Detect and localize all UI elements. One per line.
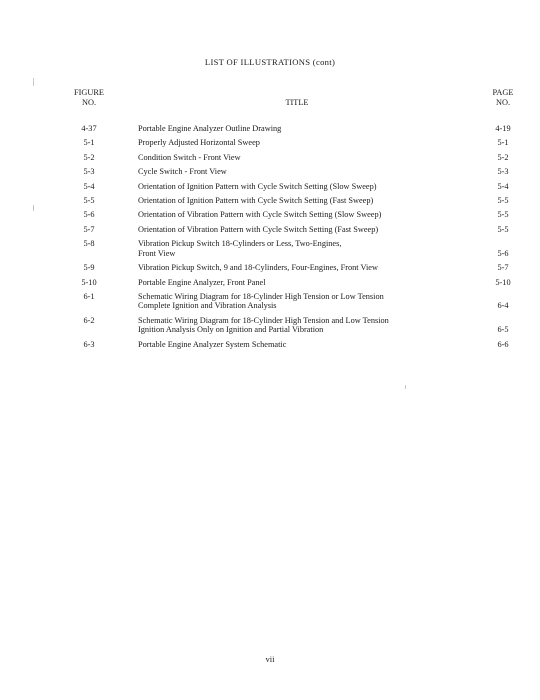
figure-header-line1: FIGURE xyxy=(74,88,104,97)
list-item xyxy=(0,278,540,288)
list-item xyxy=(0,153,540,163)
figure-title: Cycle Switch - Front View xyxy=(138,167,227,177)
title-column-header: TITLE xyxy=(285,98,309,107)
figure-title: Portable Engine Analyzer System Schematic xyxy=(138,339,287,349)
figure-number: 5-4 xyxy=(83,181,95,191)
scan-mark xyxy=(33,78,34,86)
figure-number: 5-10 xyxy=(81,277,97,287)
scan-mark xyxy=(33,205,34,211)
scan-mark xyxy=(405,385,406,389)
page-number: 5-4 xyxy=(497,181,509,191)
page-number: 5-2 xyxy=(497,152,509,162)
list-item xyxy=(0,263,540,273)
page-title: LIST OF ILLUSTRATIONS (cont) xyxy=(204,57,336,67)
figure-number: 5-6 xyxy=(83,210,95,220)
figure-title: Condition Switch - Front View xyxy=(138,152,241,162)
figure-title: Schematic Wiring Diagram for 18-Cylinder High Tension or Low Tension Complete Ignition and Vibration Analysis xyxy=(138,291,384,311)
list-item xyxy=(0,196,540,206)
list-item xyxy=(0,316,540,335)
list-item xyxy=(0,340,540,350)
page-number: 5-5 xyxy=(497,224,509,234)
figure-number: 5-1 xyxy=(83,138,95,148)
page-number: 5-5 xyxy=(497,195,509,205)
figure-title: Orientation of Ignition Pattern with Cycle Switch Setting (Slow Sweep) xyxy=(138,181,377,191)
figure-number: 5-3 xyxy=(83,167,95,177)
figure-title: Vibration Pickup Switch, 9 and 18-Cylinders, Four-Engines, Front View xyxy=(138,263,378,273)
figure-title: Orientation of Ignition Pattern with Cycle Switch Setting (Fast Sweep) xyxy=(138,195,374,205)
page-number: 6-6 xyxy=(497,339,509,349)
figure-number: 5-7 xyxy=(83,224,95,234)
page-number: 6-5 xyxy=(497,325,509,335)
page-number: 5-7 xyxy=(497,263,509,273)
figure-header-line2: NO. xyxy=(81,98,97,107)
list-item xyxy=(0,210,540,220)
page-number: 5-1 xyxy=(497,138,509,148)
page-number: 4-19 xyxy=(495,124,511,133)
figure-column-header xyxy=(70,88,108,108)
figure-number: 5-8 xyxy=(83,239,95,249)
figure-number: 5-5 xyxy=(83,195,95,205)
figure-title: Properly Adjusted Horizontal Sweep xyxy=(138,138,260,148)
figure-number: 4-37 xyxy=(81,124,97,133)
figure-number: 6-3 xyxy=(83,339,95,349)
figure-title: Schematic Wiring Diagram for 18-Cylinder High Tension and Low Tension Ignition Analysis Only on Ignition and Partial Vibration xyxy=(138,315,389,335)
list-item xyxy=(0,292,540,311)
figure-title: Portable Engine Analyzer Outline Drawing xyxy=(138,124,282,133)
list-item xyxy=(0,225,540,235)
page-number: 5-3 xyxy=(497,167,509,177)
page-number: 6-4 xyxy=(497,301,509,311)
page-number: 5-6 xyxy=(497,248,509,258)
page-folio: vii xyxy=(265,654,275,664)
illustrations-list xyxy=(0,124,540,354)
figure-number: 5-9 xyxy=(83,263,95,273)
figure-number: 6-2 xyxy=(83,315,95,325)
figure-number: 6-1 xyxy=(83,291,95,301)
figure-title: Orientation of Vibration Pattern with Cycle Switch Setting (Slow Sweep) xyxy=(138,210,382,220)
page-header-line1: PAGE xyxy=(492,88,514,97)
figure-title: Vibration Pickup Switch 18-Cylinders or Less, Two-Engines, Front View xyxy=(138,239,342,258)
list-item xyxy=(0,124,540,134)
list-item xyxy=(0,182,540,192)
page-column-header xyxy=(484,88,522,108)
figure-number: 5-2 xyxy=(83,152,95,162)
list-item xyxy=(0,138,540,148)
list-item xyxy=(0,167,540,177)
page-header-line2: NO. xyxy=(495,98,511,107)
figure-title: Orientation of Vibration Pattern with Cycle Switch Setting (Fast Sweep) xyxy=(138,224,379,234)
page-number: 5-10 xyxy=(495,277,511,287)
page-number: 5-5 xyxy=(497,210,509,220)
figure-title: Portable Engine Analyzer, Front Panel xyxy=(138,277,266,287)
list-item xyxy=(0,239,540,258)
